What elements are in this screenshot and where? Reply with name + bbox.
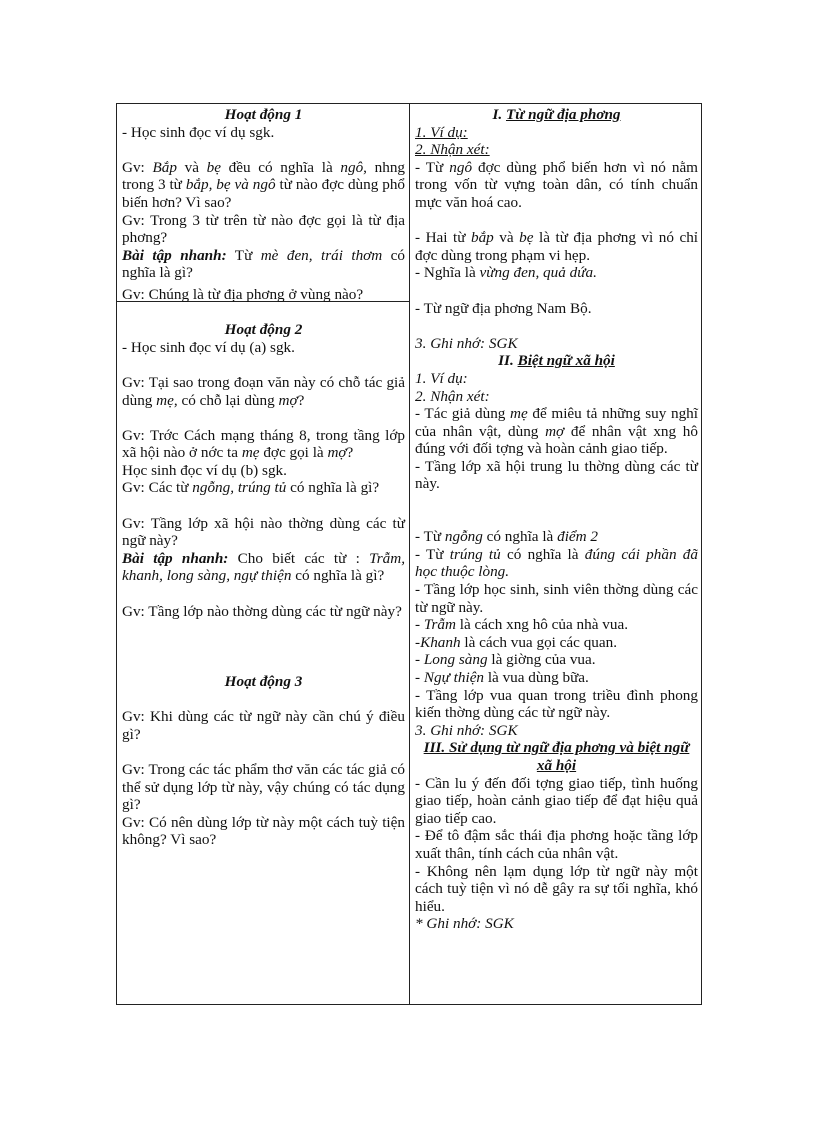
answer: - Hai từ bắp và bẹ là từ địa phơng vì nó chỉ đợc dùng trong phạm vi hẹp. [415, 229, 699, 264]
note: * Ghi nhớ: SGK [415, 915, 514, 933]
answer: - Từ trúng tủ có nghĩa là đúng cái phần đã học thuộc lòng. [415, 545, 698, 581]
subheading: 1. Ví dụ: [415, 369, 468, 387]
section-2-heading: II. Biệt ngữ xã hội [498, 352, 615, 370]
answer: - Tầng lớp vua quan trong triều đình phong kiến thờng dùng các từ ngữ này. [415, 686, 698, 722]
note: 3. Ghi nhớ: SGK [415, 334, 518, 352]
answer: - Tầng lớp xã hội trung lu thờng dùng các từ này. [415, 457, 698, 493]
section-1-heading: I. Từ ngữ địa phơng [492, 106, 621, 123]
answer: - Tác giả dùng mẹ để miêu tả những suy nghĩ của nhân vật, dùng mợ để nhân vật xng hô đúng với đối tợng và hoàn cảnh giao tiếp. [415, 405, 698, 458]
answer: - Từ ngỗng có nghĩa là điểm 2 [415, 528, 599, 546]
answer: - Từ ngô đợc dùng phổ biến hơn vì nó nằm trong vốn từ vựng toàn dân, có tính chuẩn mực văn hoá cao. [415, 158, 699, 211]
activity-1-heading: Hoạt động 1 [224, 106, 303, 123]
teacher-question: Gv: Bắp và bẹ đều có nghĩa là ngô, nhng trong 3 từ bắp, bẹ và ngô từ nào đợc dùng phổ biến hơn? Vì sao? [122, 158, 406, 211]
quick-exercise: Bài tập nhanh: Từ mè đen, trái thơm có nghĩa là gì? [122, 246, 406, 282]
teacher-question: Gv: Trớc Cách mạng tháng 8, trong tầng lớp xã hội nào ở nớc ta mẹ đợc gọi là mợ? [122, 426, 405, 462]
column-divider [409, 104, 410, 1004]
teacher-question: Gv: Trong 3 từ trên từ nào đợc gọi là từ địa phơng? [122, 211, 405, 247]
teacher-question: Gv: Các từ ngỗng, trúng tủ có nghĩa là gì? [122, 479, 380, 497]
activities-column [122, 106, 405, 849]
answer: - Nghĩa là vừng đen, quả dứa. [415, 264, 597, 282]
section-3-heading: III. Sử dụng từ ngữ địa phơng và biệt ngữ xã hội [423, 739, 690, 774]
teacher-question: Gv: Tầng lớp xã hội nào thờng dùng các từ ngữ này? [122, 514, 405, 550]
activity-3-heading: Hoạt động 3 [224, 673, 303, 691]
activity-2-heading: Hoạt động 2 [224, 321, 303, 339]
subheading: 1. Ví dụ: [415, 123, 468, 141]
answer: - Không nên lạm dụng lớp từ ngữ này một cách tuỳ tiện vì nó dễ gây ra sự tối nghĩa, khó hiểu. [415, 862, 698, 915]
activity-text: Học sinh đọc ví dụ (b) sgk. [122, 461, 287, 479]
answer: - Cần lu ý đến đối tợng giao tiếp, tình huống giao tiếp, hoàn cảnh giao tiếp để đạt hiệu quả giao tiếp cao. [415, 774, 698, 827]
teacher-question: Gv: Khi dùng các từ ngữ này cần chú ý điều gì? [122, 708, 405, 743]
teacher-question: Gv: Tại sao trong đoạn văn này có chỗ tác giả dùng mẹ, có chỗ lại dùng mợ? [122, 373, 405, 409]
answer: - Ngự thiện là vua dùng bữa. [415, 669, 589, 686]
subheading: 2. Nhận xét: [415, 387, 490, 405]
answer: -Khanh là cách vua gọi các quan. [415, 633, 618, 651]
teacher-question: Gv: Có nên dùng lớp từ này một cách tuỳ tiện không? Vì sao? [122, 813, 405, 849]
subheading: 2. Nhận xét: [415, 141, 490, 159]
quick-exercise: Bài tập nhanh: Cho biết các từ : Trẫm, khanh, long sàng, ngự thiện có nghĩa là gì? [122, 549, 405, 585]
note: 3. Ghi nhớ: SGK [415, 721, 518, 739]
teacher-question: Gv: Trong các tác phẩm thơ văn các tác giả có thể sử dụng lớp từ này, vậy chúng có tác dụng gì? [122, 760, 405, 814]
answer: - Trẫm là cách xng hô của nhà vua. [415, 616, 629, 634]
teacher-question: Gv: Tầng lớp nào thờng dùng các từ ngữ này? [122, 602, 402, 620]
activity-text: - Học sinh đọc ví dụ sgk. [122, 123, 275, 141]
answer: - Tầng lớp học sinh, sinh viên thờng dùng các từ ngữ này. [415, 581, 698, 616]
content-column [415, 106, 698, 933]
answer: - Để tô đậm sắc thái địa phơng hoặc tầng lớp xuất thân, tính cách của nhân vật. [415, 827, 698, 862]
lesson-table [116, 103, 702, 1005]
activity-text: - Học sinh đọc ví dụ (a) sgk. [122, 338, 295, 356]
answer: - Long sàng là giờng của vua. [415, 651, 596, 669]
teacher-question: Gv: Chúng là từ địa phơng ở vùng nào? [122, 285, 364, 303]
answer: - Từ ngữ địa phơng Nam Bộ. [415, 299, 592, 317]
